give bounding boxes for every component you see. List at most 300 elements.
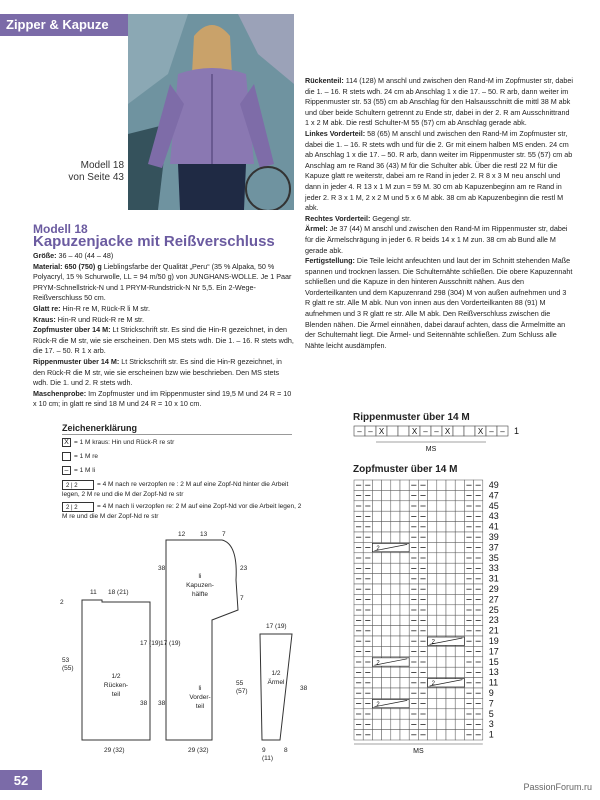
cable-cell — [455, 522, 464, 532]
paragraph: Rippenmuster über 14 M: Lt Strickschrift str. Es sind die Hin-R gezeichnet, in den Rück-R die M str, wie sie erscheinen bzw wie beschrieben. Den MS stets wdh. Die 1. und 2. R stets wdh. — [33, 356, 282, 388]
cable-cell — [464, 594, 473, 604]
cable-row-label: 15 — [488, 656, 499, 667]
cable-cell — [372, 574, 381, 584]
cable-cell — [455, 594, 464, 604]
cable-cell — [428, 605, 437, 615]
cable-left-symbol: 2 | 2 — [62, 502, 94, 512]
cable-cell — [372, 490, 381, 500]
rib-cell — [464, 426, 475, 436]
cable-cell — [354, 605, 363, 615]
cable-cell — [455, 553, 464, 563]
cable-cell — [418, 730, 427, 740]
cable-cell — [446, 480, 455, 490]
svg-text:7: 7 — [240, 595, 244, 602]
cable-row-label: 23 — [488, 615, 499, 626]
cable-cell — [354, 657, 363, 667]
cable-cell — [464, 501, 473, 511]
cable-cell — [354, 615, 363, 625]
cable-cell — [391, 636, 400, 646]
cable-cell — [455, 563, 464, 573]
cable-cell — [382, 490, 391, 500]
cable-cell — [372, 511, 381, 521]
rib-cell — [486, 426, 497, 436]
cable-cell — [437, 719, 446, 729]
instructions-left — [33, 251, 295, 410]
svg-text:1/2: 1/2 — [271, 670, 281, 677]
rib-cell — [376, 426, 387, 436]
cable-cell — [409, 490, 418, 500]
cable-cell — [428, 522, 437, 532]
cable-cell — [455, 574, 464, 584]
rib-cell — [387, 426, 398, 436]
cable-row-label: 21 — [488, 625, 499, 636]
cable-cell — [409, 480, 418, 490]
cable-cell — [418, 553, 427, 563]
cable-cell — [409, 584, 418, 594]
cable-cell — [382, 553, 391, 563]
cable-row-label: 11 — [488, 677, 499, 688]
cable-cell — [464, 709, 473, 719]
cable-cell — [391, 511, 400, 521]
cable-cell — [382, 688, 391, 698]
cable-cell — [354, 709, 363, 719]
cable-chart-title: Zopfmuster über 14 M — [353, 464, 458, 475]
cable-cell — [391, 667, 400, 677]
cable-cell — [446, 532, 455, 542]
cable-cell — [474, 698, 483, 708]
cable-cell — [446, 688, 455, 698]
cable-cell — [363, 730, 372, 740]
cable-cell — [382, 615, 391, 625]
cable-cell — [428, 688, 437, 698]
cable-cell — [464, 563, 473, 573]
cable-cell — [363, 667, 372, 677]
cable-cell — [363, 698, 372, 708]
svg-text:12: 12 — [178, 531, 186, 538]
cable-cell — [437, 532, 446, 542]
cable-cell — [474, 636, 483, 646]
rib-cell-symbol: – — [368, 427, 373, 436]
cable-cell — [464, 574, 473, 584]
cable-cell — [437, 667, 446, 677]
cable-cell — [437, 511, 446, 521]
cable-cell — [391, 688, 400, 698]
cable-cell — [418, 501, 427, 511]
cable-cell — [455, 615, 464, 625]
cable-cell — [382, 563, 391, 573]
cable-cell — [418, 688, 427, 698]
cable-cell — [354, 678, 363, 688]
paragraph: Material: 650 (750) g Lieblingsfarbe der Qualität „Peru“ (35 % Alpaka, 50 % Polyacryl, 15 % Schurwolle, LL = 94 m/50 g) von JUNGHANS-WOLLE. Je 1 Paar PRYM-Schnellstrick-N und 1 PRYM-Rundstrick-N Nr 5,5. Ein 2-Wege-Reißverschluss 50 cm. — [33, 261, 292, 303]
cable-cross-label: 2 — [376, 660, 380, 667]
cable-cell — [363, 594, 372, 604]
legend-item: 2 | 2 = 4 M nach re verzopfen re : 2 M auf eine Zopf-Nd hinter die Arbeit legen, 2 M re und die M der Zopf-Nd re str — [62, 481, 289, 498]
cable-cell — [409, 709, 418, 719]
cable-cell — [464, 522, 473, 532]
rib-cell — [453, 426, 464, 436]
cable-cell — [446, 730, 455, 740]
legend-item: – = 1 M li — [62, 466, 95, 475]
cable-cell — [474, 490, 483, 500]
cable-cell — [455, 490, 464, 500]
cable-cell — [437, 646, 446, 656]
cable-cell — [455, 584, 464, 594]
cable-cell — [354, 553, 363, 563]
svg-text:38: 38 — [158, 700, 166, 707]
cable-cell — [400, 730, 409, 740]
cable-cell — [372, 730, 381, 740]
cable-row-label: 5 — [488, 708, 494, 719]
cable-cell — [409, 574, 418, 584]
rib-cell-symbol: – — [489, 427, 494, 436]
model-photo-illustration — [128, 14, 294, 210]
legend-item: X = 1 M kraus: Hin und Rück-R re str — [62, 438, 174, 447]
cable-cell — [455, 667, 464, 677]
svg-text:29 (32): 29 (32) — [104, 747, 125, 754]
cable-cell — [464, 678, 473, 688]
cable-cell — [428, 574, 437, 584]
cable-cell — [354, 730, 363, 740]
cable-cell — [409, 657, 418, 667]
cable-cell — [354, 511, 363, 521]
cable-cell — [400, 501, 409, 511]
cable-cell — [446, 646, 455, 656]
cable-cell — [363, 532, 372, 542]
rib-cell-symbol: – — [434, 427, 439, 436]
cable-cell — [382, 678, 391, 688]
cable-cell — [363, 719, 372, 729]
cable-cell — [382, 511, 391, 521]
cable-cell — [446, 657, 455, 667]
cable-cell — [372, 688, 381, 698]
svg-text:55: 55 — [236, 680, 244, 687]
cable-cell — [437, 688, 446, 698]
cable-cell — [464, 636, 473, 646]
cable-cell — [372, 584, 381, 594]
cable-cell — [372, 563, 381, 573]
cable-row-label: 7 — [488, 698, 494, 709]
cable-cell — [409, 522, 418, 532]
cable-cross-label: 2 — [431, 681, 435, 688]
svg-text:Rücken-: Rücken- — [103, 682, 129, 689]
cable-cell — [418, 667, 427, 677]
cable-cell — [455, 709, 464, 719]
cable-row-label: 45 — [488, 500, 499, 511]
cable-cell — [372, 667, 381, 677]
cable-cell — [474, 522, 483, 532]
cable-cell — [391, 501, 400, 511]
cable-cell — [428, 594, 437, 604]
cable-cell — [354, 522, 363, 532]
cable-cell — [372, 709, 381, 719]
rib-cell-symbol: X — [378, 427, 385, 436]
paragraph: Rechtes Vorderteil: Gegengl str. — [305, 213, 412, 223]
cable-cell — [418, 522, 427, 532]
cable-cell — [455, 501, 464, 511]
cable-cell — [382, 730, 391, 740]
cable-row-label: 37 — [488, 542, 499, 553]
section-tab: Zipper & Kapuze — [0, 14, 128, 36]
cable-cell — [464, 605, 473, 615]
cable-cell — [437, 563, 446, 573]
cable-cell — [400, 584, 409, 594]
cable-cell — [382, 480, 391, 490]
rib-cell-symbol: X — [444, 427, 451, 436]
legend-title: Zeichenerklärung — [62, 423, 138, 433]
cable-cell — [428, 542, 437, 552]
cable-cell — [446, 511, 455, 521]
cable-cell — [418, 511, 427, 521]
photo-caption — [60, 160, 124, 184]
cable-cell — [391, 553, 400, 563]
cable-cell — [446, 626, 455, 636]
cable-cell — [446, 542, 455, 552]
cable-cell — [437, 522, 446, 532]
cable-cell — [437, 657, 446, 667]
cable-row-label: 41 — [488, 521, 499, 532]
cable-cell — [464, 542, 473, 552]
cable-cell — [400, 636, 409, 646]
purl-symbol: – — [62, 466, 71, 475]
cable-cell — [428, 730, 437, 740]
cable-cell — [474, 542, 483, 552]
cable-row-label: 17 — [488, 646, 499, 657]
cable-cell — [400, 480, 409, 490]
cable-row-label: 1 — [488, 729, 494, 740]
cable-cell — [363, 688, 372, 698]
cable-cell — [428, 501, 437, 511]
cable-cell — [464, 719, 473, 729]
caption-model: Modell 18 — [80, 160, 124, 171]
cable-cell — [409, 678, 418, 688]
svg-text:38: 38 — [158, 565, 166, 572]
cable-cell — [409, 501, 418, 511]
cable-cell — [455, 542, 464, 552]
cable-cell — [418, 605, 427, 615]
svg-text:17 (19): 17 (19) — [266, 623, 287, 630]
cable-cell — [428, 698, 437, 708]
cable-cell — [464, 490, 473, 500]
cable-cell — [418, 480, 427, 490]
paragraph: Zopfmuster über 14 M: Lt Strickschrift str. Es sind die Hin-R gezeichnet, in den Rück-R die M str, wie sie erscheinen. Den MS stets wdh. Die 1. – 16. R stets wdh, die 17. – 50. R 1 x arb. — [33, 325, 294, 356]
cable-cell — [428, 584, 437, 594]
svg-text:53: 53 — [62, 657, 70, 664]
cable-cross — [372, 543, 409, 552]
paragraph: Kraus: Hin-R und Rück-R re M str. — [33, 314, 145, 324]
cable-cell — [409, 626, 418, 636]
cable-cell — [474, 584, 483, 594]
paragraph: Größe: 36 – 40 (44 – 48) — [33, 251, 114, 260]
cable-cell — [446, 574, 455, 584]
cable-cell — [363, 678, 372, 688]
cable-cell — [474, 511, 483, 521]
cable-cell — [474, 719, 483, 729]
cable-cell — [455, 646, 464, 656]
cable-cell — [391, 615, 400, 625]
cable-cell — [446, 584, 455, 594]
cable-cell — [418, 646, 427, 656]
svg-text:7: 7 — [222, 531, 226, 538]
cable-cell — [391, 646, 400, 656]
model-photo — [128, 14, 294, 210]
cable-cell — [363, 501, 372, 511]
cable-row-label: 25 — [488, 604, 499, 615]
cable-cell — [409, 615, 418, 625]
cable-cell — [474, 563, 483, 573]
cable-cell — [428, 667, 437, 677]
cable-cell — [372, 532, 381, 542]
cable-cell — [354, 636, 363, 646]
cable-cell — [354, 480, 363, 490]
cable-cell — [409, 719, 418, 729]
svg-text:17 (19): 17 (19) — [160, 640, 181, 647]
cable-cell — [354, 719, 363, 729]
cable-cross — [428, 679, 465, 688]
cable-cell — [464, 698, 473, 708]
cable-cell — [409, 688, 418, 698]
cable-cell — [363, 563, 372, 573]
cable-cell — [409, 553, 418, 563]
cable-cell — [382, 522, 391, 532]
cable-cell — [400, 709, 409, 719]
cable-cell — [354, 667, 363, 677]
cable-cell — [418, 719, 427, 729]
svg-text:1/2: 1/2 — [111, 673, 121, 680]
cable-cell — [455, 511, 464, 521]
cable-row-label: 31 — [488, 573, 499, 584]
cable-cell — [428, 563, 437, 573]
cable-cell — [372, 501, 381, 511]
paragraph: Maschenprobe: Im Zopfmuster und im Rippenmuster sind 19,5 M und 24 R = 10 x 10 cm; in glatt re sind 18 M und 24 R = 10 x 10 cm. — [33, 388, 292, 409]
cable-cell — [391, 626, 400, 636]
cable-cell — [372, 678, 381, 688]
cable-cell — [474, 594, 483, 604]
cable-cell — [354, 626, 363, 636]
cable-cell — [382, 501, 391, 511]
cable-cell — [446, 522, 455, 532]
cable-cell — [464, 646, 473, 656]
cable-cross — [372, 699, 409, 708]
cable-cell — [400, 574, 409, 584]
legend-item: 2 | 2 = 4 M nach li verzopfen re: 2 M auf eine Zopf-Nd vor die Arbeit legen, 2 M re und die M der Zopf-Nd re str — [62, 503, 302, 520]
cable-cell — [474, 574, 483, 584]
legend-divider — [62, 434, 292, 435]
cable-cell — [382, 605, 391, 615]
cable-cell — [391, 709, 400, 719]
rib-cell — [497, 426, 508, 436]
cable-cell — [437, 490, 446, 500]
sleeve-outline — [260, 634, 292, 740]
cable-cell — [391, 584, 400, 594]
cable-cell — [464, 730, 473, 740]
svg-text:23: 23 — [240, 565, 248, 572]
rib-cell — [420, 426, 431, 436]
cable-cell — [455, 698, 464, 708]
cable-cell — [418, 709, 427, 719]
cable-cell — [382, 626, 391, 636]
rib-cell — [365, 426, 376, 436]
cable-cell — [400, 667, 409, 677]
cable-cross-label: 2 — [376, 701, 380, 708]
rib-cell — [431, 426, 442, 436]
cable-cell — [464, 480, 473, 490]
cable-cross — [428, 637, 465, 646]
cable-cell — [363, 522, 372, 532]
cable-cell — [437, 480, 446, 490]
svg-text:(55): (55) — [62, 665, 74, 672]
cable-cell — [446, 553, 455, 563]
cable-cell — [363, 574, 372, 584]
cable-cell — [437, 584, 446, 594]
cable-cell — [437, 594, 446, 604]
cable-cross-label: 2 — [431, 639, 435, 646]
cable-cell — [428, 511, 437, 521]
cable-cell — [363, 657, 372, 667]
rib-cell-symbol: X — [411, 427, 418, 436]
cable-cell — [372, 480, 381, 490]
cable-cell — [428, 626, 437, 636]
cable-cell — [409, 698, 418, 708]
cable-cell — [391, 594, 400, 604]
cable-cell — [464, 532, 473, 542]
cable-row-label: 39 — [488, 532, 499, 542]
model-title: Kapuzenjacke mit Reißverschluss — [33, 233, 275, 250]
cable-cell — [363, 490, 372, 500]
rib-row-label: 1 — [514, 426, 520, 436]
cable-cell — [382, 636, 391, 646]
cable-cell — [363, 709, 372, 719]
cable-cell — [464, 615, 473, 625]
cable-cell — [382, 532, 391, 542]
cable-cell — [391, 490, 400, 500]
cable-cell — [391, 719, 400, 729]
cable-cell — [372, 626, 381, 636]
cable-cell — [437, 605, 446, 615]
cable-cell — [400, 563, 409, 573]
cable-row-label: 13 — [488, 667, 499, 678]
cable-row-label: 49 — [488, 480, 499, 490]
cable-cell — [400, 646, 409, 656]
cable-cell — [474, 480, 483, 490]
instructions-right — [305, 76, 573, 351]
cable-cell — [474, 730, 483, 740]
cable-cell — [474, 678, 483, 688]
cable-cell — [474, 688, 483, 698]
cable-cell — [409, 730, 418, 740]
cable-cell — [418, 636, 427, 646]
cable-cell — [372, 594, 381, 604]
cable-cell — [363, 511, 372, 521]
cable-cell — [437, 615, 446, 625]
cable-cell — [363, 480, 372, 490]
cable-cell — [474, 605, 483, 615]
paragraph: Ärmel: Je 37 (44) M anschl und zwischen den Rand-M im Rippenmuster str, dabei für die Ärmelschrägung in jeder 6. R beids 14 x 1 M zun. 38 cm ab Bund alle M gerade abk. — [305, 224, 568, 255]
knit-symbol — [62, 452, 71, 461]
cable-cell — [354, 532, 363, 542]
cable-cell — [354, 594, 363, 604]
knit-garter-symbol: X — [62, 438, 71, 447]
svg-text:38: 38 — [300, 685, 308, 692]
cable-cell — [409, 542, 418, 552]
cable-cell — [354, 501, 363, 511]
cable-right-symbol: 2 | 2 — [62, 480, 94, 490]
cable-cell — [428, 719, 437, 729]
rib-cell-symbol: X — [477, 427, 484, 436]
cable-cell — [428, 646, 437, 656]
cable-cell — [446, 719, 455, 729]
cable-cell — [363, 605, 372, 615]
cable-cell — [437, 709, 446, 719]
